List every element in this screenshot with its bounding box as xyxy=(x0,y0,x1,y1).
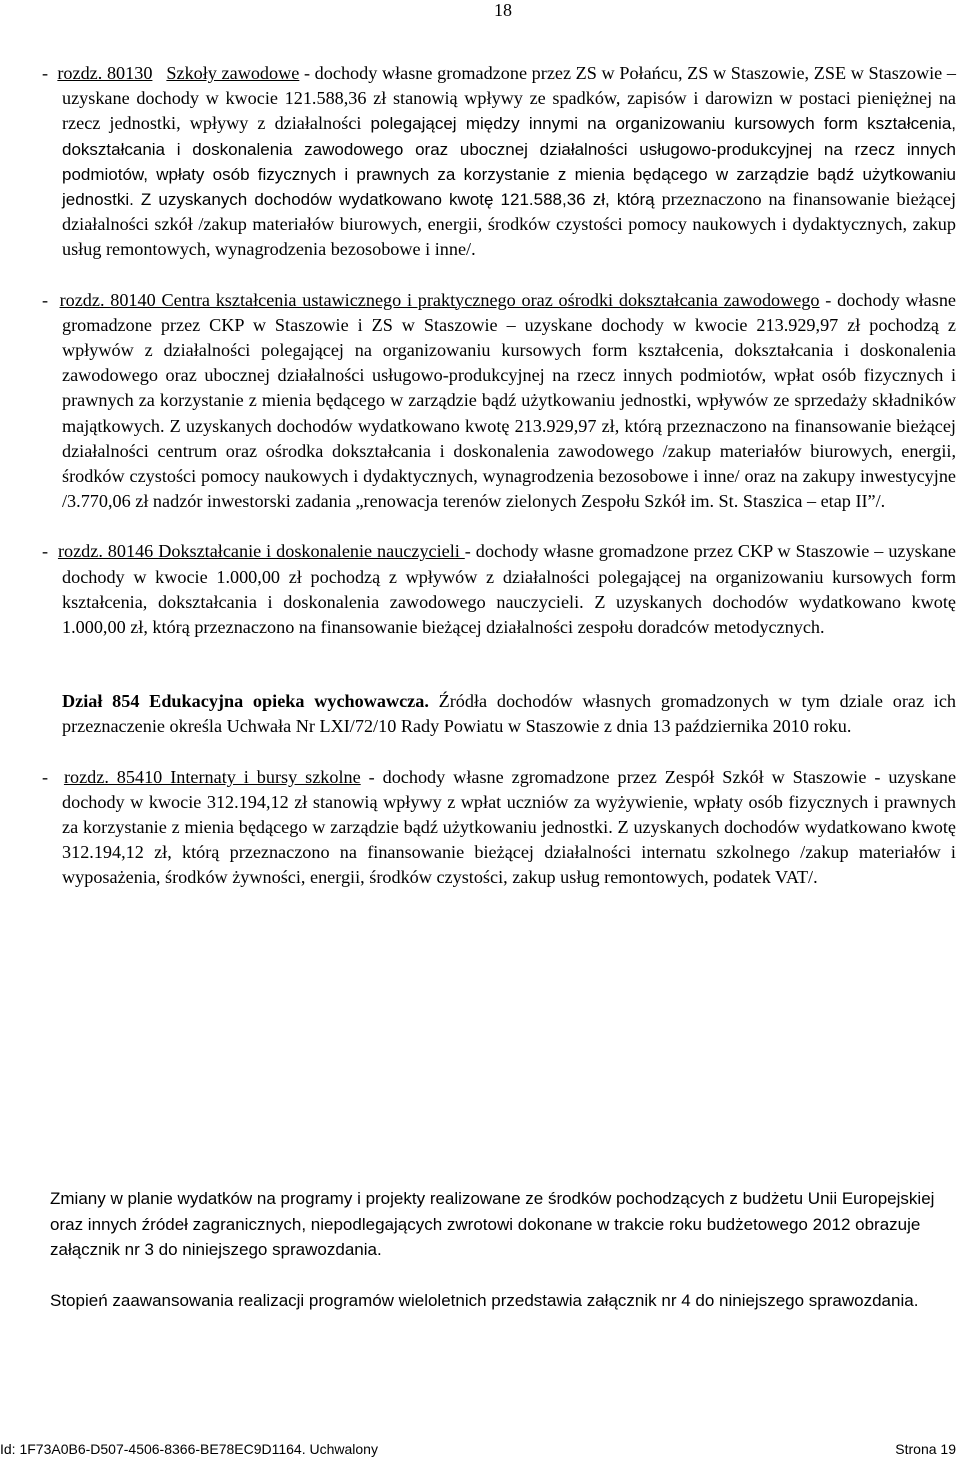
dzial-854-body: Źródła dochodów własnych gromadzonych w tym dziale oraz ich przeznaczenie określa Uchwała Nr LXI/72/10 Rady Powiatu w Staszowie z dnia 13 października 2010 roku. xyxy=(62,691,956,737)
section-80130 xyxy=(42,61,957,263)
closing-block xyxy=(50,1186,956,1313)
page-number: 18 xyxy=(494,0,512,20)
closing-paragraph-2: Stopień zaawansowania realizacji programów wieloletnich przedstawia załącznik nr 4 do niniejszego sprawozdania. xyxy=(50,1290,919,1310)
footer-document-id: Id: 1F73A0B6-D507-4506-8366-BE78EC9D1164. Uchwalony xyxy=(0,1441,378,1457)
section-80146 xyxy=(42,539,956,640)
section-80140 xyxy=(42,288,956,515)
bullet-dash: - xyxy=(42,63,58,83)
section-80146-code: rozdz. 80146 Dokształcanie i doskonalenie nauczycieli xyxy=(57,541,465,562)
section-85410-code: rozdz. 85410 Internaty i bursy szkolne xyxy=(63,766,361,787)
bullet-dash: - xyxy=(42,289,60,310)
section-80130-title: Szkoły zawodowe xyxy=(166,63,300,83)
footer-page-label: Strona 19 xyxy=(895,1441,956,1457)
section-80146-body: - dochody własne gromadzone przez CKP w Staszowie – uzyskane dochody w kwocie 1.000,00 zł pochodzą z wpływów z działalności polegającej na organizowaniu kursowych form kształcenia, dokształcania i doskonalenia zawodowego nauczycieli. Z uzyskanych dochodów wydatkowano kwotę 1.000,00 zł, którą przeznaczono na finansowanie bieżącej działalności zespołu doradców metodycznych. xyxy=(62,541,956,638)
bullet-dash: - xyxy=(42,766,64,787)
bullet-dash: - xyxy=(42,541,58,562)
section-80140-body: - dochody własne gromadzone przez CKP w Staszowie i ZS w Staszowie – uzyskane dochody w kwocie 213.929,97 zł pochodzą z wpływów z działalności polegającej na organizowaniu kursowych form kształcenia, dokształcania i doskonalenia zawodowego oraz ubocznej działalności usługowo-produkcyjnej na rzecz innych podmiotów, wpłat osób fizycznych i prawnych za korzystanie z mienia będącego w zarządzie bądź użytkowaniu jednostki, wpływów ze sprzedaży składników majątkowych. Z uzyskanych dochodów wydatkowano kwotę 213.929,97 zł, którą przeznaczono na finansowanie bieżącej działalności centrum oraz ośrodka dokształcania i doskonalenia zawodowego /zakup materiałów biurowych, energii, środków czystości pomocy naukowych i dydaktycznych, wynagrodzenia bezosobowe i inne/ oraz na zakupy inwestycyjne /3.770,06 zł nadzór inwestorski zadania „renowacja terenów zielonych Zespołu Szkół im. St. Staszica – etap II”/. xyxy=(62,289,956,512)
section-80130-intro: - dochody własne gromadzone przez ZS w Połańcu, ZS w Staszowie, ZSE w Staszowie –uzyskane dochody w kwocie 121.588,36 zł stanowią wpływy ze spadków, zapisów i darowizn w postaci pieniężnej na rzecz jednostki, wpływy z działalności xyxy=(62,63,956,134)
section-85410-body: - dochody własne zgromadzone przez Zespół Szkół w Staszowie - uzyskane dochody w kwocie 312.194,12 zł stanowią wpływy z wpłat uczniów za wyżywienie, wpłaty osób fizycznych i prawnych za korzystanie z mienia będącego w zarządzie bądź użytkowaniu jednostki. Z uzyskanych dochodów wydatkowano kwotę 312.194,12 zł, którą przeznaczono na finansowanie bieżącej działalności internatu szkolnego /zakup materiałów i wyposażenia, środków żywności, energii, środków czystości, zakup usług remontowych, podatek VAT/. xyxy=(62,766,957,888)
section-85410 xyxy=(42,765,957,891)
main-content xyxy=(42,61,957,891)
section-80140-code: rozdz. 80140 Centra kształcenia ustawicznego i praktycznego oraz ośrodki dokształcania zawodowego xyxy=(59,289,820,310)
dzial-854 xyxy=(62,689,956,739)
closing-paragraph-1: Zmiany w planie wydatków na programy i projekty realizowane ze środków pochodzących z budżetu Unii Europejskiej oraz innych źródeł zagranicznych, niepodlegających zwrotowi dokonane w trakcie roku budżetowego 2012 obrazuje załącznik nr 3 do niniejszego sprawozdania. xyxy=(50,1189,935,1260)
dzial-854-heading: Dział 854 Edukacyjna opieka wychowawcza. xyxy=(62,691,429,712)
section-80130-tail: przeznaczono na finansowanie bieżącej działalności szkół /zakup materiałów biurowych, energii, środków czystości pomocy naukowych i dydaktycznych, zakup usług remontowych, wynagrodzenia bezosobowe i inne/. xyxy=(62,189,957,260)
section-80130-code: rozdz. 80130 xyxy=(57,63,153,83)
section-80130-sans-text: polegającej między innymi na organizowaniu kursowych form kształcenia, dokształcania i doskonalenia zawodowego oraz ubocznej działalności usługowo-produkcyjnej na rzecz innych podmiotów, wpłaty osób fizycznych i prawnych za korzystanie z mienia będącego w zarządzie bądź użytkowaniu jednostki. Z uzyskanych dochodów wydatkowano kwotę 121.588,36 zł, którą xyxy=(62,114,956,210)
